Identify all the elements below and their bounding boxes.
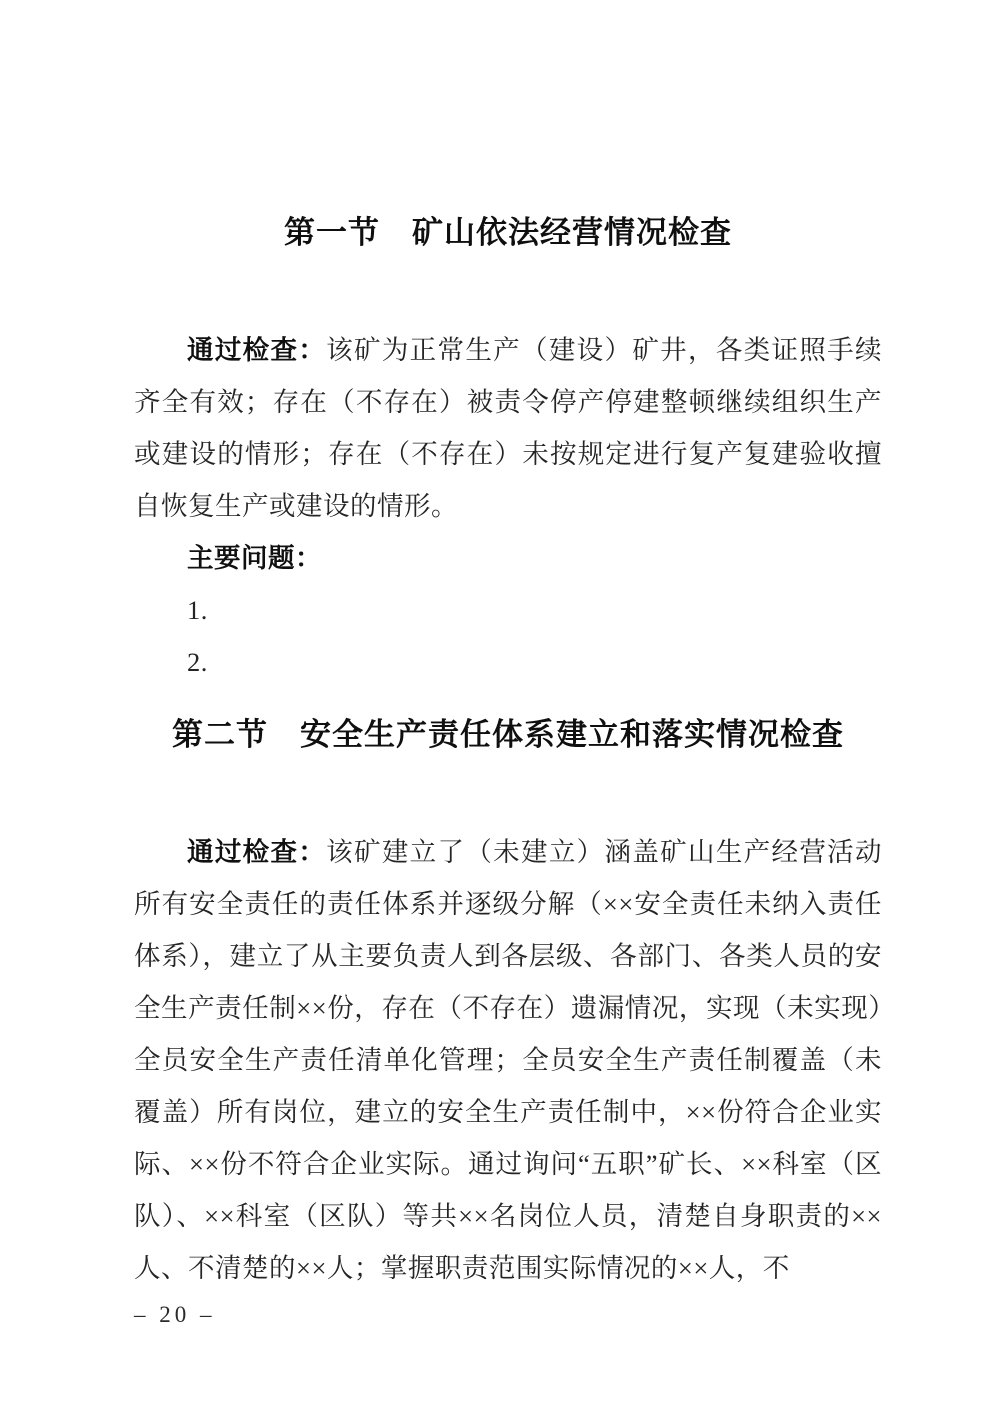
inspection-text: 该矿为正常生产（建设）矿井，各类证照手续齐全有效；存在（不存在）被责令停产停建整顿继续组织生产或建设的情形；存在（不存在）未按规定进行复产复建验收擅自恢复生产或建设的情形。	[134, 335, 883, 521]
main-problems-label: 主要问题：	[187, 543, 322, 573]
page-number: – 20 –	[134, 1302, 216, 1327]
inspection-lead-label: 通过检查：	[187, 837, 327, 867]
inspection-text: 该矿建立了（未建立）涵盖矿山生产经营活动所有安全责任的责任体系并逐级分解（××安全责任未纳入责任体系），建立了从主要负责人到各层级、各部门、各类人员的安全生产责任制××份，存在（不存在）遗漏情况，实现（未实现）全员安全生产责任清单化管理；全员安全生产责任制覆盖（未覆盖）所有岗位，建立的安全生产责任制中，××份符合企业实际、××份不符合企业实际。通过询问“五职”矿长、××科室（区队）、××科室（区队）等共××名岗位人员，清楚自身职责的××人、不清楚的××人；掌握职责范围实际情况的××人，不	[134, 837, 883, 1283]
section-2-inspection-paragraph	[134, 826, 882, 1294]
section-2-heading: 第二节 安全生产责任体系建立和落实情况检查	[172, 717, 844, 752]
inspection-lead-label: 通过检查：	[187, 335, 327, 365]
problem-item-2: 2.	[187, 647, 208, 677]
section-1-heading: 第一节 矿山依法经营情况检查	[284, 215, 732, 250]
section-1-inspection-paragraph	[134, 324, 882, 532]
problem-item-1: 1.	[187, 595, 208, 625]
